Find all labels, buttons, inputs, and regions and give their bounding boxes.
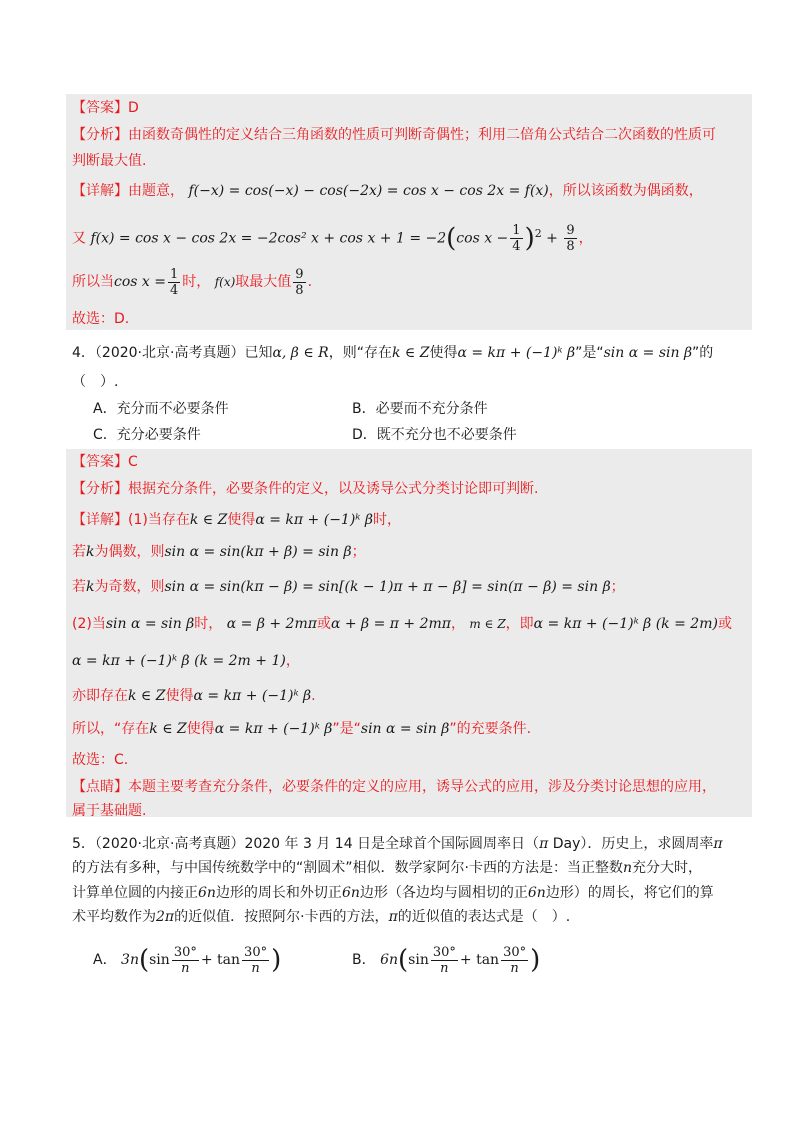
q4-comment-2: 属于基础题.: [72, 803, 147, 819]
q3-analysis-2: 判断最大值.: [72, 153, 147, 169]
q3-choose: 故选：D.: [72, 311, 130, 327]
q4-stem: 4．（2020·北京·高考真题）已知α, β ∈ R，则“存在k ∈ Z使得α = kπ + (−1)ᵏ β”是“sin α = sin β”的: [72, 345, 714, 361]
q4-detail-2b: α = kπ + (−1)ᵏ β (k = 2m + 1)，: [72, 653, 300, 669]
q4-odd: 若k为奇数，则sin α = sin(kπ − β) = sin[(k − 1)π + π − β] = sin(π − β) = sin β；: [72, 579, 625, 595]
q4-detail-2: (2)当sin α = sin β时， α = β + 2mπ或α + β = π + 2mπ， m ∈ Z，即α = kπ + (−1)ᵏ β (k = 2m)或: [72, 616, 732, 632]
q4-option-b[interactable]: B．必要而不充分条件: [352, 401, 488, 417]
q5-line-1: 5．（2020·北京·高考真题）2020 年 3 月 14 日是全球首个国际圆周率日（π Day）．历史上，求圆周率π: [72, 836, 723, 852]
q4-answer: 【答案】C: [72, 454, 138, 470]
q5-line-4: 术平均数作为2π的近似值．按照阿尔·卡西的方法，π的近似值的表达式是（ ）.: [72, 909, 571, 925]
q3-answer: 【答案】D: [72, 100, 139, 116]
q4-option-c[interactable]: C．充分必要条件: [93, 427, 201, 443]
q4-also: 亦即存在k ∈ Z使得α = kπ + (−1)ᵏ β.: [72, 688, 316, 704]
q4-option-a[interactable]: A．充分而不必要条件: [93, 401, 229, 417]
q5-option-b[interactable]: B． 6n(sin $\frac{30^\circ}{n}$ + tan $\frac{30^\circ}{n}$ ): [352, 944, 541, 976]
frac-9-8-b: $\frac{9}{8}$: [295, 266, 304, 298]
q4-analysis: 【分析】根据充分条件，必要条件的定义，以及诱导公式分类讨论即可判断.: [72, 481, 539, 497]
q5-option-a[interactable]: A． 3n(sin $\frac{30^\circ}{n}$ + tan $\frac{30^\circ}{n}$ ): [93, 944, 282, 976]
q3-also-line: 又 f(x) = cos x − cos 2x = −2cos² x + cos x + 1 = −2(cos x − $\frac{1}{4}$ )$^2$ + $\frac{9}{8}$ ，: [72, 223, 593, 255]
q3-detail-eq: f(−x) = cos(−x) − cos(−2x) = cos x − cos 2x = f(x): [188, 183, 549, 199]
q4-option-d[interactable]: D．既不充分也不必要条件: [352, 427, 517, 443]
q5-line-3: 计算单位圆的内接正6n边形的周长和外切正6n边形（各边均与圆相切的正6n边形）的周长，将它们的算: [72, 885, 714, 901]
frac-1-4-b: $\frac{1}{4}$: [169, 266, 179, 298]
q4-comment-1: 【点睛】本题主要考查充分条件，必要条件的定义的应用，诱导公式的应用，涉及分类讨论思想的应用，: [72, 779, 716, 795]
q3-analysis-1: 【分析】由函数奇偶性的定义结合三角函数的性质可判断奇偶性；利用二倍角公式结合二次函数的性质可: [72, 127, 716, 143]
q5-line-2: 的方法有多种，与中国传统数学中的“割圆术”相似．数学家阿尔·卡西的方法是：当正整数n充分大时，: [72, 860, 702, 876]
q4-even: 若k为偶数，则sin α = sin(kπ + β) = sin β；: [72, 544, 366, 560]
q3-detail: 【详解】由题意， f(−x) = cos(−x) − cos(−2x) = cos x − cos 2x = f(x)，所以该函数为偶函数，: [72, 183, 703, 199]
frac-1-4: $\frac{1}{4}$: [512, 223, 521, 255]
frac-9-8: $\frac{9}{8}$: [566, 223, 575, 255]
q4-so: 所以，“存在k ∈ Z使得α = kπ + (−1)ᵏ β”是“sin α = sin β”的充要条件.: [72, 721, 532, 737]
q4-detail-1: 【详解】(1)当存在k ∈ Z使得α = kπ + (−1)ᵏ β时，: [72, 512, 401, 528]
q3-max-line: 所以当cos x = $\frac{1}{4}$ 时， f(x)取最大值 $\frac{9}{8}$ .: [72, 266, 313, 298]
q4-paren: （ ）.: [72, 374, 119, 390]
q4-choose: 故选：C.: [72, 752, 129, 768]
